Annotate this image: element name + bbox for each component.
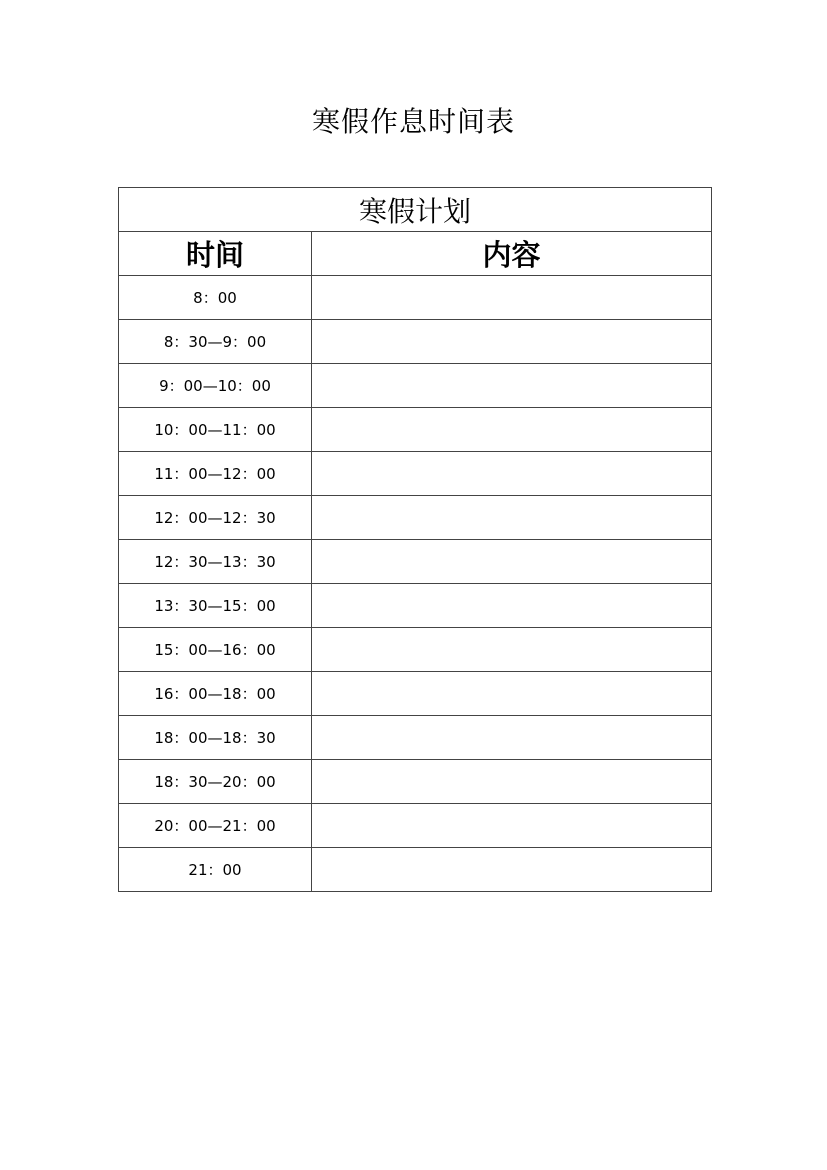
table-row: [119, 848, 712, 892]
header-row: [119, 232, 712, 276]
content-column-header: 内容: [312, 232, 712, 276]
activity-content-cell[interactable]: [312, 760, 712, 804]
page-title: 寒假作息时间表: [311, 105, 515, 138]
table-row: [119, 320, 712, 364]
activity-content-cell[interactable]: [312, 452, 712, 496]
time-slot-cell: 10：00—11：00: [119, 408, 312, 452]
time-slot-cell: 9：00—10：00: [119, 364, 312, 408]
activity-content-cell[interactable]: [312, 804, 712, 848]
table-row: [119, 672, 712, 716]
table-row: [119, 364, 712, 408]
schedule-body: [119, 276, 712, 892]
activity-content-cell[interactable]: [312, 320, 712, 364]
table-row: [119, 804, 712, 848]
plan-title-row: [119, 188, 712, 232]
time-slot-cell: 8：00: [119, 276, 312, 320]
time-slot-cell: 15：00—16：00: [119, 628, 312, 672]
activity-content-cell[interactable]: [312, 540, 712, 584]
table-row: [119, 276, 712, 320]
time-slot-cell: 8：30—9：00: [119, 320, 312, 364]
table-row: [119, 496, 712, 540]
activity-content-cell[interactable]: [312, 496, 712, 540]
activity-content-cell[interactable]: [312, 584, 712, 628]
activity-content-cell[interactable]: [312, 848, 712, 892]
activity-content-cell[interactable]: [312, 364, 712, 408]
table-row: [119, 408, 712, 452]
time-slot-cell: 12：00—12：30: [119, 496, 312, 540]
plan-title: 寒假计划: [119, 188, 712, 232]
table-row: [119, 540, 712, 584]
activity-content-cell[interactable]: [312, 628, 712, 672]
time-slot-cell: 18：30—20：00: [119, 760, 312, 804]
time-slot-cell: 21：00: [119, 848, 312, 892]
time-slot-cell: 16：00—18：00: [119, 672, 312, 716]
table-row: [119, 628, 712, 672]
time-column-header: 时间: [119, 232, 312, 276]
table-row: [119, 716, 712, 760]
time-slot-cell: 18：00—18：30: [119, 716, 312, 760]
activity-content-cell[interactable]: [312, 408, 712, 452]
time-slot-cell: 20：00—21：00: [119, 804, 312, 848]
schedule-table: [118, 187, 712, 892]
time-slot-cell: 13：30—15：00: [119, 584, 312, 628]
table-row: [119, 584, 712, 628]
time-slot-cell: 11：00—12：00: [119, 452, 312, 496]
table-row: [119, 452, 712, 496]
table-row: [119, 760, 712, 804]
activity-content-cell[interactable]: [312, 672, 712, 716]
time-slot-cell: 12：30—13：30: [119, 540, 312, 584]
activity-content-cell[interactable]: [312, 716, 712, 760]
activity-content-cell[interactable]: [312, 276, 712, 320]
